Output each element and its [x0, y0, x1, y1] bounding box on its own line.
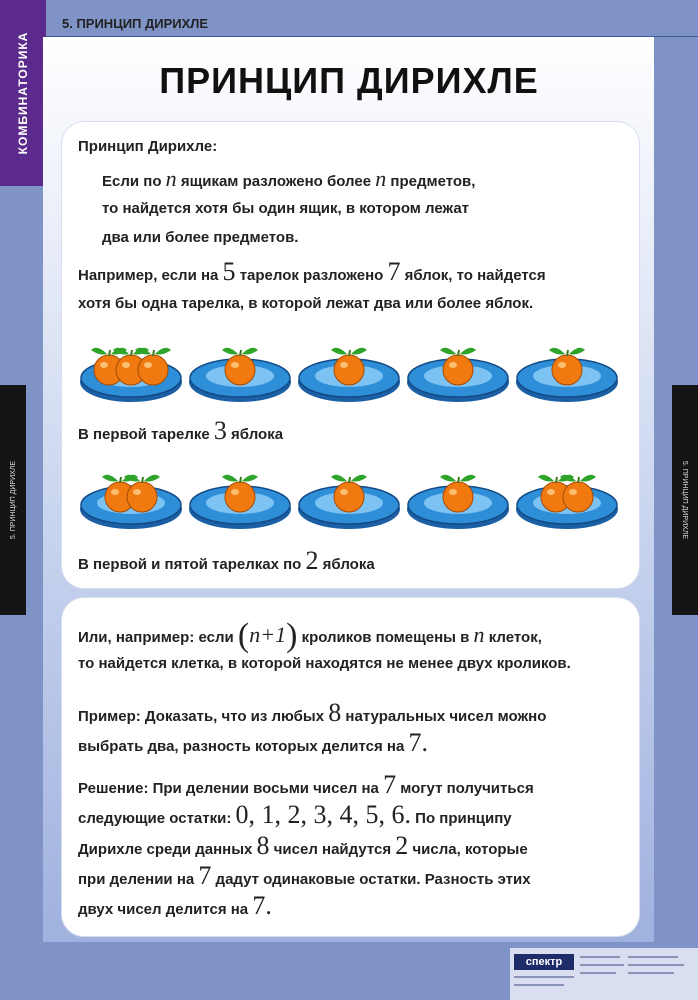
side-tab-left [0, 385, 26, 615]
text: По принципу [411, 810, 512, 827]
paren: ) [286, 617, 298, 654]
text: яблок, то найдется [400, 267, 546, 284]
page-title: ПРИНЦИП ДИРИХЛЕ [159, 60, 539, 101]
number: 8 [256, 831, 270, 860]
paren: ( [237, 617, 250, 654]
side-tab-left-label: 5. ПРИНЦИП ДИРИХЛЕ [9, 460, 17, 540]
side-tab-right-label: 5. ПРИНЦИП ДИРИХЛЕ [681, 460, 689, 540]
number: 7 [198, 861, 212, 890]
text: Если по [102, 173, 166, 190]
plate-icon [187, 338, 293, 408]
text: кроликов помещены в [297, 629, 474, 646]
solution-line-2 [78, 800, 512, 829]
remainders: 0, 1, 2, 3, 4, 5, 6. [235, 800, 411, 829]
text: тарелок разложено [235, 267, 388, 284]
text: следующие остатки: [78, 810, 236, 827]
text: Например, если на [78, 267, 223, 284]
number: 3 [213, 416, 227, 445]
section-label: 5. ПРИНЦИП ДИРИХЛЕ [62, 16, 209, 31]
text: Решение: При делении восьми чисел на [78, 780, 384, 797]
plates-row-1 [78, 338, 623, 408]
footer-line [628, 964, 684, 966]
plate-icon [296, 338, 402, 408]
plate-icon [405, 465, 511, 535]
plate-icon [514, 465, 620, 535]
number: 2 [395, 831, 409, 860]
plates-row-2 [78, 465, 623, 535]
example2-line-1 [78, 617, 542, 654]
text: дадут одинаковые остатки. Разность этих [211, 871, 531, 888]
number: 7. [252, 891, 272, 920]
footer-line [580, 972, 616, 974]
publisher-footer [510, 948, 698, 1000]
plate-icon [78, 338, 184, 408]
footer-line [580, 956, 620, 958]
text: Или, например: если [78, 629, 238, 646]
text: чисел найдутся [269, 841, 396, 858]
text: выбрать два, разность которых делится на [78, 738, 409, 755]
text: В первой тарелке [78, 426, 214, 443]
example2-line-2: то найдется клетка, в которой находятся не менее двух кроликов. [78, 655, 571, 672]
footer-line [580, 964, 624, 966]
number: 5 [222, 257, 236, 286]
text: клеток, [484, 629, 542, 646]
plate-icon [78, 465, 184, 535]
number: 7 [387, 257, 401, 286]
text: двух чисел делится на [78, 901, 253, 918]
footer-line [514, 976, 574, 978]
footer-line [628, 956, 678, 958]
principle-line-1 [102, 166, 476, 192]
problem-line-2 [78, 728, 428, 757]
var-n: n [473, 622, 485, 647]
plate-icon [187, 465, 293, 535]
number: 8 [328, 698, 342, 727]
side-tab-right [672, 385, 698, 615]
category-label: КОМБИНАТОРИКА [16, 31, 30, 155]
plates-caption-1 [78, 416, 284, 445]
solution-line-5 [78, 891, 272, 920]
text: при делении на [78, 871, 199, 888]
text: натуральных чисел можно [341, 708, 547, 725]
text: ящикам разложено более [176, 173, 376, 190]
var-n: n [375, 166, 387, 191]
principle-heading: Принцип Дирихле: [78, 138, 218, 155]
plate-icon [405, 338, 511, 408]
text: могут получиться [396, 780, 534, 797]
example1-line-1 [78, 257, 546, 286]
text: яблока [318, 556, 375, 573]
principle-line-3: два или более предметов. [102, 229, 299, 246]
text: Дирихле среди данных [78, 841, 257, 858]
plate-icon [514, 338, 620, 408]
plate-icon [296, 465, 402, 535]
number: 2 [305, 546, 319, 575]
number: 7. [408, 728, 428, 757]
principle-line-2: то найдется хотя бы один ящик, в котором лежат [102, 200, 470, 217]
solution-line-3 [78, 831, 528, 860]
text: числа, которые [408, 841, 528, 858]
problem-line-1 [78, 698, 547, 727]
publisher-logo: спектр [514, 954, 574, 970]
var-n: n [165, 166, 177, 191]
footer-line [628, 972, 674, 974]
example1-line-2: хотя бы одна тарелка, в которой лежат два или более яблок. [78, 295, 534, 312]
solution-line-4 [78, 861, 531, 890]
solution-line-1 [78, 770, 534, 799]
text: предметов, [386, 173, 476, 190]
footer-line [514, 984, 564, 986]
plates-caption-2 [78, 546, 375, 575]
text: Пример: Доказать, что из любых [78, 708, 329, 725]
text: яблока [226, 426, 284, 443]
text: В первой и пятой тарелках по [78, 556, 306, 573]
expression: n+1 [249, 622, 287, 647]
number: 7 [383, 770, 397, 799]
